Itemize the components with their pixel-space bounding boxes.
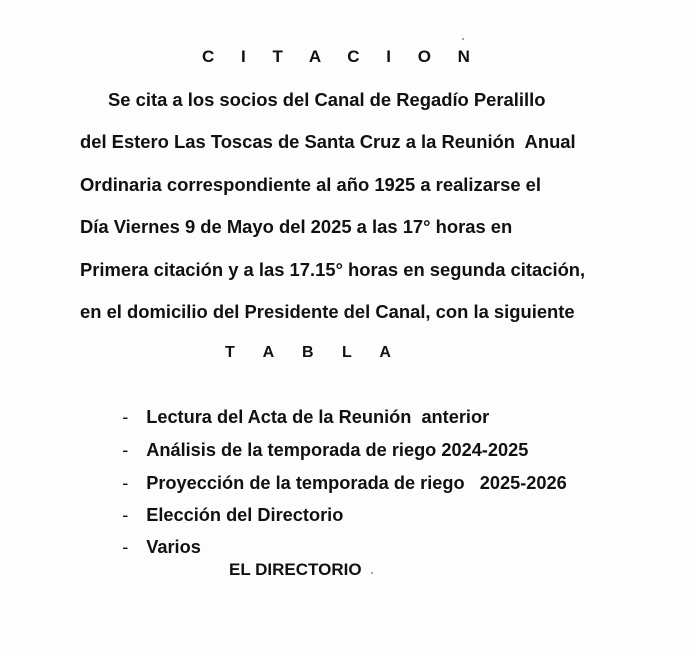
agenda-item-text: Lectura del Acta de la Reunión anterior: [146, 407, 490, 427]
bullet-dash: -: [122, 537, 129, 557]
agenda-item-text: Varios: [146, 537, 201, 557]
bullet-dash: -: [122, 473, 129, 493]
bullet-dash: -: [122, 407, 129, 427]
body-line-2: del Estero Las Toscas de Santa Cruz a la Reunión Anual: [80, 131, 576, 152]
agenda-item-text: Proyección de la temporada de riego 2025-2026: [146, 473, 567, 493]
bullet-dash: -: [122, 505, 129, 525]
paper-speck: [371, 572, 373, 574]
paper-speck: [462, 38, 464, 40]
agenda-title: T A B L A: [225, 344, 403, 361]
document-title: C I T A C I O N: [202, 47, 481, 66]
agenda-item-text: Elección del Directorio: [146, 505, 344, 525]
body-line-1: Se cita a los socios del Canal de Regadío Peralillo: [108, 89, 546, 110]
bullet-dash: -: [122, 440, 129, 460]
body-line-6: en el domicilio del Presidente del Canal, con la siguiente: [80, 301, 575, 322]
agenda-item: [102, 516, 201, 579]
body-line-3: Ordinaria correspondiente al año 1925 a realizarse el: [80, 174, 541, 195]
agenda-item-text: Análisis de la temporada de riego 2024-2025: [146, 440, 529, 460]
body-line-5: Primera citación y a las 17.15° horas en segunda citación,: [80, 259, 586, 280]
signature: EL DIRECTORIO: [229, 560, 362, 579]
body-line-4: Día Viernes 9 de Mayo del 2025 a las 17° horas en: [80, 216, 513, 237]
